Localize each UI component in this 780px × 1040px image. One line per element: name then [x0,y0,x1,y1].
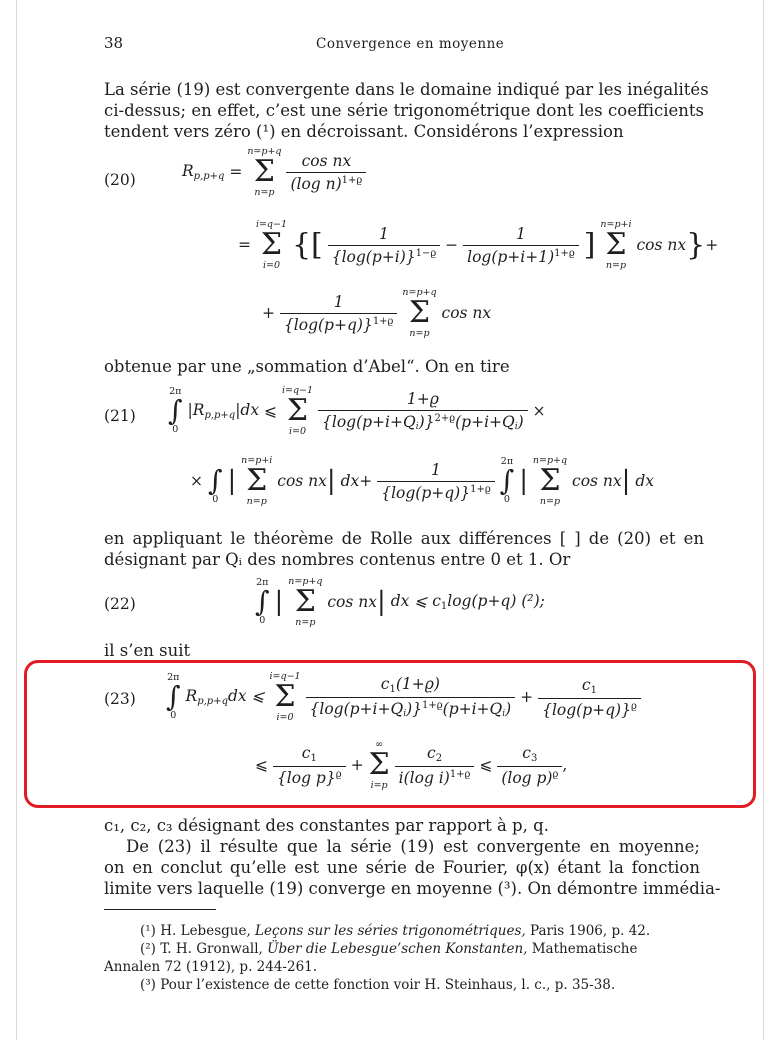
math-subscript: i [502,709,506,719]
footnote-title: Leçons sur les séries trigonométriques, [255,923,526,939]
integral-symbol: ∫ [255,585,270,618]
footnote-text: Pour l’existence de cette fonction voir [160,977,421,993]
footnote-text: l. c., p. 35-38. [521,977,616,993]
numerator [497,744,562,767]
integrand [188,401,260,419]
sum-upper-limit: i=q−1 [255,219,288,230]
sum-operator [402,287,436,339]
math-operator: + [262,304,275,322]
footnote-rule [104,909,216,910]
text-line: tendent vers zéro (¹) en décroissant. Considérons l’expression [104,122,624,141]
sum-upper-limit: n=p+i [241,455,273,466]
denominator [286,173,366,193]
math-term: dx [635,472,655,490]
denominator-text: (log n) [290,174,342,193]
numerator-text: c [522,743,531,762]
math-operator: − [445,236,459,254]
exponent: ϱ [630,700,637,712]
denominator-text: {log(p+i+Q [309,700,404,718]
integral-upper-limit: 2π [167,672,180,683]
equation-20-line-3 [262,287,491,339]
denominator-text: (p+i+Q [455,413,515,431]
sum-operator [256,219,287,271]
footnote-mark: (¹) [140,923,156,939]
sum-lower-limit: n=p [254,187,275,198]
denominator [328,246,441,266]
integral-upper-limit: 2π [169,386,182,397]
integral-operator [255,578,270,626]
numerator-text: (1+ϱ) [395,675,440,693]
denominator [395,767,475,787]
page-number: 38 [104,34,124,52]
denominator [306,698,516,719]
sum-lower-limit: i=0 [276,712,294,723]
integrand-text: R [185,687,198,705]
math-operator: × [190,472,203,490]
math-subscript: 2 [435,752,443,764]
denominator-text: (log p) [501,768,553,787]
numerator: 1 [463,225,579,246]
denominator-text: {log(p+q)} [381,483,471,502]
numerator: 1+ϱ [318,390,528,411]
running-title: Convergence en moyenne [316,36,505,52]
rhs-text: dx ⩽ c [390,592,441,610]
math-subscript: 1 [310,752,317,764]
exponent: 1+ϱ [341,174,363,186]
footnote-author: H. Steinhaus, [424,977,518,993]
text-line: De (23) il résulte que la série (19) est convergente en moyenne; [126,837,700,856]
numerator-text: c [427,743,436,762]
exponent: 1+ϱ [470,483,491,495]
numerator: 1 [377,461,495,482]
sum-upper-limit: n=p+i [600,219,632,230]
integrand-tail: |dx [235,401,260,419]
math-subscript: p,p+q [197,696,228,707]
equation-23-line-2 [255,739,567,791]
footnote-mark: (²) [140,941,156,957]
integral-lower-limit: 0 [259,615,266,626]
sum-lower-limit: i=0 [288,426,307,437]
text-line: c₁, c₂, c₃ désignant des constantes par rapport à p, q. [104,816,549,835]
math-term: cos nx [441,304,492,322]
math-rhs [391,592,545,610]
sum-lower-limit: n=p [246,496,267,507]
footnote-text: Mathematische [531,941,638,957]
fraction [286,152,366,193]
math-punctuation: , [562,756,568,774]
sum-operator [369,739,390,791]
fraction [497,744,562,787]
numerator: 1 [328,225,441,246]
exponent: 1+ϱ [422,700,443,711]
text-line: désignant par Qᵢ des nombres contenus entre 0 et 1. Or [104,550,571,569]
integral-operator [168,387,183,435]
sigma-symbol: Σ [253,154,276,189]
equation-number-20: (20) [104,171,136,189]
math-operator: ⩽ [479,756,493,774]
sum-lower-limit: n=p [605,260,627,271]
integral-symbol: ∫ [499,464,515,497]
math-operator: = [229,163,243,181]
numerator [273,744,346,767]
footnote-2-continued: Annalen 72 (1912), p. 244-261. [104,959,318,975]
math-subscript: i [403,709,407,719]
text-line: il s’en suit [104,641,191,660]
exponent: 1+ϱ [372,315,394,327]
footnote-mark: (³) [140,977,156,993]
sum-upper-limit: n=p+q [532,455,568,466]
math-operator: + [359,472,373,490]
sigma-symbol: Σ [274,679,296,714]
equation-number-23: (23) [104,690,136,708]
sigma-symbol: Σ [539,463,561,498]
abs-bar: | [227,466,237,496]
integral-symbol: ∫ [168,394,183,427]
denominator-text: {log(p+i)} [331,247,416,266]
exponent: 2+ϱ [434,413,456,424]
rhs-text: log(p+q) (²); [447,592,545,610]
text-line: en appliquant le théorème de Rolle aux différences [ ] de (20) et en [104,529,704,548]
math-term: cos nx [277,472,327,490]
fraction [538,676,641,719]
math-operator: + [705,236,719,254]
integral-operator [500,457,515,505]
exponent: 1+ϱ [449,768,471,780]
numerator: cos nx [286,152,366,173]
sigma-symbol: Σ [246,463,268,498]
sum-lower-limit: i=0 [262,260,280,271]
math-subscript: 1 [389,684,396,695]
abs-bar: | [621,466,631,496]
sum-upper-limit: i=q−1 [269,671,301,682]
fraction [306,675,516,719]
numerator [538,676,641,699]
math-subscript: 1 [590,684,597,696]
numerator [395,744,475,767]
denominator [318,411,528,432]
bracket-close: ] [583,227,596,263]
math-subscript: i [415,422,419,432]
integral-upper-limit: 2π [256,577,269,588]
math-subscript: i [514,422,518,432]
sum-operator [241,455,272,507]
abs-bar: | [519,466,528,496]
sum-operator [600,219,631,271]
fraction [280,293,398,334]
denominator-text: {log p} [276,768,336,787]
footnote-text: Paris 1906, p. 42. [530,923,651,939]
math-operator: ⩽ [264,402,278,420]
numerator: 1 [280,293,398,314]
math-subscript: 1 [440,601,448,612]
fraction [318,390,528,432]
sum-operator [533,455,567,507]
denominator-text: )} [418,413,435,431]
footnote-author: T. H. Gronwall, [160,941,263,957]
sigma-symbol: Σ [368,747,390,782]
integral-lower-limit: 0 [170,710,177,721]
denominator [463,246,579,266]
math-operator: ⩽ [255,756,268,774]
denominator-text: ) [517,413,524,431]
exponent: 1−ϱ [415,247,437,259]
numerator-text: c [380,675,390,693]
denominator-text: (p+i+Q [442,700,503,718]
sum-operator [269,671,300,723]
integrand-text: |R [187,401,205,419]
sum-upper-limit: n=p+q [402,287,437,298]
abs-bar: | [326,466,336,496]
equation-number-22: (22) [104,595,136,613]
equation-20-line-1 [182,146,366,198]
equation-20-line-2 [238,219,718,271]
footnote-2 [140,940,698,958]
footnote-3 [140,976,615,994]
equation-21-line-2 [190,455,654,507]
math-operator: × [532,402,546,420]
numerator-text: c [581,675,591,694]
math-term: cos nx [572,472,622,490]
denominator [377,482,495,502]
math-term: dx [340,472,360,490]
brace-close: } [686,227,706,263]
sigma-symbol: Σ [286,393,309,428]
numerator-text: c [301,743,311,762]
denominator-text: i(log i) [398,768,450,787]
fraction [395,744,475,787]
denominator [280,314,398,334]
math-term: cos nx [327,593,377,611]
sum-lower-limit: n=p [295,617,316,628]
math-subscript: 3 [530,752,538,764]
integral-lower-limit: 0 [503,494,510,505]
denominator-text: {log(p+i+Q [322,413,416,431]
fraction [273,744,346,787]
brace-open: {[ [291,227,323,263]
text-line: obtenue par une „sommation d’Abel“. On en tire [104,357,510,376]
integral-symbol: ∫ [207,464,223,497]
exponent: ϱ [335,768,342,780]
numerator [306,675,516,698]
sum-operator [282,385,313,437]
math-operator: = [238,236,251,254]
paragraph-intro [104,79,709,142]
denominator [538,699,641,719]
sum-upper-limit: i=q−1 [281,385,314,396]
integrand-tail: dx ⩽ [227,687,265,705]
sum-lower-limit: n=p [409,328,430,339]
fraction [328,225,441,266]
sigma-symbol: Σ [605,227,627,262]
paragraph-rolle [104,528,704,570]
sum-upper-limit: n=p+q [288,576,323,587]
denominator-text: )} [406,700,423,718]
integral-lower-limit: 0 [212,494,219,505]
integral-lower-limit: 0 [172,424,179,435]
integral-upper-limit: 2π [500,456,514,467]
sigma-symbol: Σ [408,295,431,330]
sum-operator [288,576,322,628]
sum-lower-limit: n=p [539,496,561,507]
integrand [186,687,265,705]
sum-operator [247,146,281,198]
math-operator: + [350,756,364,774]
abs-bar: | [274,587,284,617]
math-subscript: p,p+q [204,410,236,421]
sum-lower-limit: i=p [370,780,388,791]
math-term: cos nx [636,236,687,254]
denominator-text: {log(p+q)} [542,700,631,719]
exponent: 1+ϱ [554,247,575,259]
math-subscript: p,p+q [193,171,225,182]
fraction [377,461,495,502]
denominator-text: log(p+i+1) [467,247,555,266]
denominator-text: ) [505,700,512,718]
sum-upper-limit: n=p+q [247,146,282,157]
sigma-symbol: Σ [260,227,283,262]
sum-upper-limit: ∞ [375,739,384,750]
fraction [463,225,579,266]
equation-22 [255,576,545,628]
footnote-title: Über die Lebesgue’schen Konstanten, [267,941,528,957]
abs-bar: | [377,587,386,617]
text-line: limite vers laquelle (19) converge en moyenne (³). On démontre immédia- [104,879,721,898]
footnote-1 [140,922,650,940]
exponent: ϱ [552,768,559,780]
integral-operator [166,673,181,721]
denominator [273,767,346,787]
text-line: on en conclut qu’elle est une série de Fourier, φ(x) étant la fonction [104,858,700,877]
equation-23-line-1 [166,671,641,723]
text-line: La série (19) est convergente dans le domaine indiqué par les inégalités [104,80,709,99]
denominator-text: {log(p+q)} [283,315,373,334]
integral-operator [208,457,223,505]
denominator [497,767,562,787]
equation-number-21: (21) [104,407,136,425]
equation-21-line-1 [168,385,546,437]
integral-symbol: ∫ [166,680,181,713]
text-line: ci-dessus; en effet, c’est une série trigonométrique dont les coefficients [104,101,704,120]
sigma-symbol: Σ [294,584,316,619]
math-symbol: R [182,162,194,180]
paragraph-conclusion [104,836,721,899]
footnote-author: H. Lebesgue, [160,923,251,939]
math-operator: + [520,688,534,706]
